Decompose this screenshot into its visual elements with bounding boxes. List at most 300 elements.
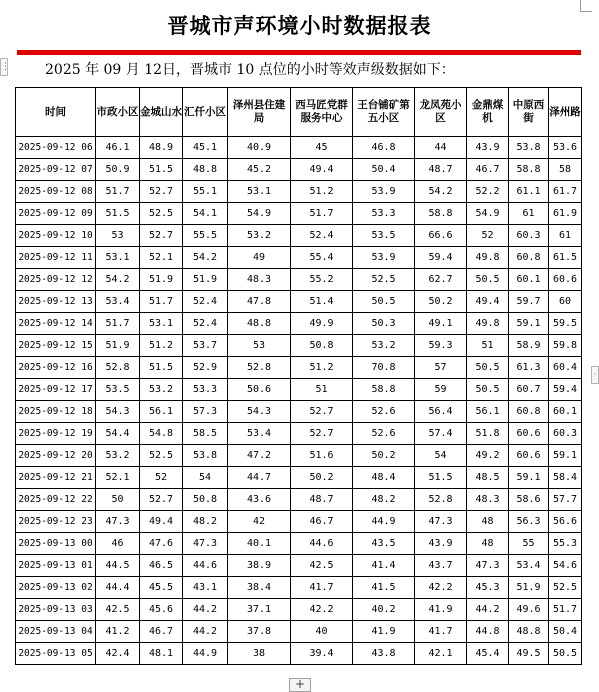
zezhou-zhujian-cell: 44.7 <box>228 467 291 489</box>
zezhou-zhujian-cell: 37.1 <box>228 599 291 621</box>
wangtaipu-cell: 41.4 <box>353 555 415 577</box>
wangtaipu-cell: 53.5 <box>353 225 415 247</box>
time-cell: 2025-09-13 01 <box>16 555 96 577</box>
zhongyuanxijie-cell: 48.8 <box>509 621 549 643</box>
shizheng-cell: 47.3 <box>96 511 140 533</box>
jindingmeiji-cell: 44.8 <box>467 621 509 643</box>
zezhoulu-cell: 50.5 <box>549 643 582 665</box>
longfengyuan-cell: 48.7 <box>415 159 467 181</box>
table-row <box>16 335 582 357</box>
zhongyuanxijie-cell: 51.9 <box>509 577 549 599</box>
huiqian-cell: 48.2 <box>183 511 228 533</box>
huiqian-cell: 44.6 <box>183 555 228 577</box>
zezhoulu-cell: 50.4 <box>549 621 582 643</box>
jinchengshanshui-cell: 52.5 <box>140 203 183 225</box>
zezhoulu-cell: 56.6 <box>549 511 582 533</box>
wangtaipu-cell: 43.8 <box>353 643 415 665</box>
column-header-jinchengshanshui: 金城山水 <box>140 88 183 137</box>
zhongyuanxijie-cell: 58.8 <box>509 159 549 181</box>
huiqian-cell: 57.3 <box>183 401 228 423</box>
jinchengshanshui-cell: 46.5 <box>140 555 183 577</box>
zezhou-zhujian-cell: 38 <box>228 643 291 665</box>
zezhoulu-cell: 60.3 <box>549 423 582 445</box>
zhongyuanxijie-cell: 59.1 <box>509 313 549 335</box>
ximajiang-cell: 51.6 <box>291 445 353 467</box>
zhongyuanxijie-cell: 55 <box>509 533 549 555</box>
jindingmeiji-cell: 50.5 <box>467 379 509 401</box>
zezhoulu-cell: 60.6 <box>549 269 582 291</box>
shizheng-cell: 41.2 <box>96 621 140 643</box>
wangtaipu-cell: 41.5 <box>353 577 415 599</box>
column-header-longfengyuan: 龙凤苑小区 <box>415 88 467 137</box>
zezhoulu-cell: 60.4 <box>549 357 582 379</box>
ximajiang-cell: 50.2 <box>291 467 353 489</box>
zezhou-zhujian-cell: 50.6 <box>228 379 291 401</box>
column-header-wangtaipu: 王台铺矿第五小区 <box>353 88 415 137</box>
zezhou-zhujian-cell: 53.1 <box>228 181 291 203</box>
zhongyuanxijie-cell: 60.6 <box>509 445 549 467</box>
red-divider <box>17 50 581 55</box>
zezhoulu-cell: 61.7 <box>549 181 582 203</box>
ximajiang-cell: 51.4 <box>291 291 353 313</box>
jindingmeiji-cell: 52.2 <box>467 181 509 203</box>
zezhou-zhujian-cell: 53 <box>228 335 291 357</box>
wangtaipu-cell: 43.5 <box>353 533 415 555</box>
zezhoulu-cell: 53.6 <box>549 137 582 159</box>
zhongyuanxijie-cell: 58.9 <box>509 335 549 357</box>
shizheng-cell: 54.3 <box>96 401 140 423</box>
time-cell: 2025-09-12 10 <box>16 225 96 247</box>
intro-text: 2025 年 09 月 12日，晋城市 10 点位的小时等效声级数据如下： <box>45 62 455 78</box>
huiqian-cell: 53.8 <box>183 445 228 467</box>
time-cell: 2025-09-12 22 <box>16 489 96 511</box>
table-row <box>16 225 582 247</box>
jinchengshanshui-cell: 49.4 <box>140 511 183 533</box>
jindingmeiji-cell: 43.9 <box>467 137 509 159</box>
shizheng-cell: 53.1 <box>96 247 140 269</box>
ximajiang-cell: 42.5 <box>291 555 353 577</box>
time-cell: 2025-09-12 09 <box>16 203 96 225</box>
time-cell: 2025-09-12 11 <box>16 247 96 269</box>
huiqian-cell: 50.8 <box>183 489 228 511</box>
shizheng-cell: 44.4 <box>96 577 140 599</box>
longfengyuan-cell: 54.2 <box>415 181 467 203</box>
longfengyuan-cell: 47.3 <box>415 511 467 533</box>
jinchengshanshui-cell: 52.7 <box>140 181 183 203</box>
jindingmeiji-cell: 48 <box>467 511 509 533</box>
zhongyuanxijie-cell: 60.8 <box>509 401 549 423</box>
zhongyuanxijie-cell: 61 <box>509 203 549 225</box>
zhongyuanxijie-cell: 49.5 <box>509 643 549 665</box>
table-row <box>16 489 582 511</box>
table-row <box>16 555 582 577</box>
huiqian-cell: 44.9 <box>183 643 228 665</box>
zezhoulu-cell: 59.1 <box>549 445 582 467</box>
huiqian-cell: 53.3 <box>183 379 228 401</box>
ximajiang-cell: 51 <box>291 379 353 401</box>
ximajiang-cell: 42.2 <box>291 599 353 621</box>
jinchengshanshui-cell: 52.7 <box>140 489 183 511</box>
huiqian-cell: 44.2 <box>183 599 228 621</box>
zhongyuanxijie-cell: 49.6 <box>509 599 549 621</box>
huiqian-cell: 53.7 <box>183 335 228 357</box>
time-cell: 2025-09-12 14 <box>16 313 96 335</box>
zezhoulu-cell: 52.5 <box>549 577 582 599</box>
jindingmeiji-cell: 48.3 <box>467 489 509 511</box>
noise-data-table <box>15 87 582 665</box>
zezhoulu-cell: 61 <box>549 225 582 247</box>
jinchengshanshui-cell: 48.1 <box>140 643 183 665</box>
zezhou-zhujian-cell: 49 <box>228 247 291 269</box>
time-cell: 2025-09-12 21 <box>16 467 96 489</box>
zezhou-zhujian-cell: 48.3 <box>228 269 291 291</box>
zhongyuanxijie-cell: 56.3 <box>509 511 549 533</box>
huiqian-cell: 52.9 <box>183 357 228 379</box>
shizheng-cell: 46 <box>96 533 140 555</box>
page-title: 晋城市声环境小时数据报表 <box>167 14 432 38</box>
jinchengshanshui-cell: 51.7 <box>140 291 183 313</box>
zezhoulu-cell: 59.5 <box>549 313 582 335</box>
ximajiang-cell: 48.7 <box>291 489 353 511</box>
column-header-shizheng: 市政小区 <box>96 88 140 137</box>
shizheng-cell: 54.2 <box>96 269 140 291</box>
shizheng-cell: 46.1 <box>96 137 140 159</box>
shizheng-cell: 53.5 <box>96 379 140 401</box>
jindingmeiji-cell: 46.7 <box>467 159 509 181</box>
zhongyuanxijie-cell: 60.8 <box>509 247 549 269</box>
table-row <box>16 533 582 555</box>
longfengyuan-cell: 43.7 <box>415 555 467 577</box>
time-cell: 2025-09-12 15 <box>16 335 96 357</box>
zezhoulu-cell: 59.8 <box>549 335 582 357</box>
huiqian-cell: 54.2 <box>183 247 228 269</box>
wangtaipu-cell: 53.2 <box>353 335 415 357</box>
wangtaipu-cell: 50.2 <box>353 445 415 467</box>
longfengyuan-cell: 49.1 <box>415 313 467 335</box>
huiqian-cell: 58.5 <box>183 423 228 445</box>
time-cell: 2025-09-13 03 <box>16 599 96 621</box>
table-body <box>16 137 582 665</box>
huiqian-cell: 51.9 <box>183 269 228 291</box>
zezhou-zhujian-cell: 38.9 <box>228 555 291 577</box>
table-row <box>16 577 582 599</box>
huiqian-cell: 52.4 <box>183 313 228 335</box>
column-header-ximajiang: 西马匠党群服务中心 <box>291 88 353 137</box>
jinchengshanshui-cell: 56.1 <box>140 401 183 423</box>
jindingmeiji-cell: 45.4 <box>467 643 509 665</box>
longfengyuan-cell: 57 <box>415 357 467 379</box>
zhongyuanxijie-cell: 60.6 <box>509 423 549 445</box>
zezhou-zhujian-cell: 48.8 <box>228 313 291 335</box>
table-row <box>16 269 582 291</box>
shizheng-cell: 53.2 <box>96 445 140 467</box>
zhongyuanxijie-cell: 60.1 <box>509 269 549 291</box>
zezhoulu-cell: 51.7 <box>549 599 582 621</box>
column-header-zhongyuanxijie: 中原西街 <box>509 88 549 137</box>
ximajiang-cell: 50.8 <box>291 335 353 357</box>
column-header-zezhou-zhujian: 泽州县住建局 <box>228 88 291 137</box>
huiqian-cell: 44.2 <box>183 621 228 643</box>
table-header-row <box>16 88 582 137</box>
longfengyuan-cell: 57.4 <box>415 423 467 445</box>
table-row <box>16 445 582 467</box>
jindingmeiji-cell: 47.3 <box>467 555 509 577</box>
right-margin-handle[interactable]: · <box>591 366 599 384</box>
zezhou-zhujian-cell: 52.8 <box>228 357 291 379</box>
jinchengshanshui-cell: 48.9 <box>140 137 183 159</box>
table-row <box>16 291 582 313</box>
shizheng-cell: 51.7 <box>96 313 140 335</box>
wangtaipu-cell: 48.4 <box>353 467 415 489</box>
longfengyuan-cell: 41.9 <box>415 599 467 621</box>
jindingmeiji-cell: 51.8 <box>467 423 509 445</box>
zezhou-zhujian-cell: 45.2 <box>228 159 291 181</box>
zezhou-zhujian-cell: 54.3 <box>228 401 291 423</box>
table-row <box>16 379 582 401</box>
longfengyuan-cell: 41.7 <box>415 621 467 643</box>
longfengyuan-cell: 66.6 <box>415 225 467 247</box>
time-cell: 2025-09-13 04 <box>16 621 96 643</box>
ximajiang-cell: 41.7 <box>291 577 353 599</box>
ximajiang-cell: 52.7 <box>291 423 353 445</box>
zezhoulu-cell: 61.9 <box>549 203 582 225</box>
zezhoulu-cell: 54.6 <box>549 555 582 577</box>
longfengyuan-cell: 59.3 <box>415 335 467 357</box>
ximajiang-cell: 55.2 <box>291 269 353 291</box>
zezhou-zhujian-cell: 37.8 <box>228 621 291 643</box>
time-cell: 2025-09-12 07 <box>16 159 96 181</box>
jindingmeiji-cell: 50.5 <box>467 269 509 291</box>
wangtaipu-cell: 52.6 <box>353 423 415 445</box>
huiqian-cell: 43.1 <box>183 577 228 599</box>
zezhou-zhujian-cell: 54.9 <box>228 203 291 225</box>
jinchengshanshui-cell: 53.2 <box>140 379 183 401</box>
time-cell: 2025-09-12 08 <box>16 181 96 203</box>
zhongyuanxijie-cell: 53.4 <box>509 555 549 577</box>
time-cell: 2025-09-13 00 <box>16 533 96 555</box>
jinchengshanshui-cell: 51.2 <box>140 335 183 357</box>
table-row <box>16 401 582 423</box>
zezhou-zhujian-cell: 47.8 <box>228 291 291 313</box>
wangtaipu-cell: 53.3 <box>353 203 415 225</box>
ximajiang-cell: 52.4 <box>291 225 353 247</box>
shizheng-cell: 42.4 <box>96 643 140 665</box>
huiqian-cell: 47.3 <box>183 533 228 555</box>
jindingmeiji-cell: 50.5 <box>467 357 509 379</box>
jinchengshanshui-cell: 51.5 <box>140 159 183 181</box>
wangtaipu-cell: 50.4 <box>353 159 415 181</box>
jindingmeiji-cell: 49.8 <box>467 247 509 269</box>
jindingmeiji-cell: 48.5 <box>467 467 509 489</box>
zezhou-zhujian-cell: 38.4 <box>228 577 291 599</box>
longfengyuan-cell: 54 <box>415 445 467 467</box>
time-cell: 2025-09-12 12 <box>16 269 96 291</box>
zezhou-zhujian-cell: 43.6 <box>228 489 291 511</box>
jinchengshanshui-cell: 47.6 <box>140 533 183 555</box>
ximajiang-cell: 40 <box>291 621 353 643</box>
time-cell: 2025-09-12 18 <box>16 401 96 423</box>
time-cell: 2025-09-12 20 <box>16 445 96 467</box>
huiqian-cell: 54.1 <box>183 203 228 225</box>
zhongyuanxijie-cell: 58.6 <box>509 489 549 511</box>
wangtaipu-cell: 41.9 <box>353 621 415 643</box>
shizheng-cell: 51.7 <box>96 181 140 203</box>
shizheng-cell: 53 <box>96 225 140 247</box>
zezhoulu-cell: 55.3 <box>549 533 582 555</box>
ximajiang-cell: 39.4 <box>291 643 353 665</box>
zezhoulu-cell: 58.4 <box>549 467 582 489</box>
longfengyuan-cell: 42.2 <box>415 577 467 599</box>
ximajiang-cell: 49.4 <box>291 159 353 181</box>
wangtaipu-cell: 44.9 <box>353 511 415 533</box>
shizheng-cell: 50 <box>96 489 140 511</box>
longfengyuan-cell: 50.2 <box>415 291 467 313</box>
table-row <box>16 181 582 203</box>
huiqian-cell: 45.1 <box>183 137 228 159</box>
ximajiang-cell: 51.2 <box>291 357 353 379</box>
jindingmeiji-cell: 49.2 <box>467 445 509 467</box>
wangtaipu-cell: 52.6 <box>353 401 415 423</box>
table-row <box>16 511 582 533</box>
shizheng-cell: 53.4 <box>96 291 140 313</box>
jindingmeiji-cell: 51 <box>467 335 509 357</box>
jinchengshanshui-cell: 46.7 <box>140 621 183 643</box>
zhongyuanxijie-cell: 59.1 <box>509 467 549 489</box>
longfengyuan-cell: 43.9 <box>415 533 467 555</box>
jinchengshanshui-cell: 52.1 <box>140 247 183 269</box>
longfengyuan-cell: 59 <box>415 379 467 401</box>
ximajiang-cell: 49.9 <box>291 313 353 335</box>
table-row <box>16 159 582 181</box>
shizheng-cell: 51.9 <box>96 335 140 357</box>
zhongyuanxijie-cell: 53.8 <box>509 137 549 159</box>
time-cell: 2025-09-12 16 <box>16 357 96 379</box>
ximajiang-cell: 44.6 <box>291 533 353 555</box>
time-cell: 2025-09-13 05 <box>16 643 96 665</box>
zezhoulu-cell: 58 <box>549 159 582 181</box>
jinchengshanshui-cell: 53.1 <box>140 313 183 335</box>
jinchengshanshui-cell: 52.5 <box>140 445 183 467</box>
wangtaipu-cell: 53.9 <box>353 247 415 269</box>
zezhoulu-cell: 60 <box>549 291 582 313</box>
time-cell: 2025-09-12 13 <box>16 291 96 313</box>
huiqian-cell: 54 <box>183 467 228 489</box>
jinchengshanshui-cell: 45.5 <box>140 577 183 599</box>
column-header-zezhoulu: 泽州路 <box>549 88 582 137</box>
zezhoulu-cell: 61.5 <box>549 247 582 269</box>
jinchengshanshui-cell: 52 <box>140 467 183 489</box>
wangtaipu-cell: 70.8 <box>353 357 415 379</box>
zezhou-zhujian-cell: 42 <box>228 511 291 533</box>
wangtaipu-cell: 40.2 <box>353 599 415 621</box>
huiqian-cell: 48.8 <box>183 159 228 181</box>
shizheng-cell: 54.4 <box>96 423 140 445</box>
time-cell: 2025-09-12 06 <box>16 137 96 159</box>
table-row <box>16 357 582 379</box>
time-cell: 2025-09-12 17 <box>16 379 96 401</box>
jinchengshanshui-cell: 45.6 <box>140 599 183 621</box>
column-header-time: 时间 <box>16 88 96 137</box>
table-row <box>16 467 582 489</box>
shizheng-cell: 52.1 <box>96 467 140 489</box>
wangtaipu-cell: 46.8 <box>353 137 415 159</box>
ximajiang-cell: 45 <box>291 137 353 159</box>
shizheng-cell: 52.8 <box>96 357 140 379</box>
ximajiang-cell: 46.7 <box>291 511 353 533</box>
zezhoulu-cell: 60.1 <box>549 401 582 423</box>
wangtaipu-cell: 53.9 <box>353 181 415 203</box>
longfengyuan-cell: 52.8 <box>415 489 467 511</box>
zhongyuanxijie-cell: 60.7 <box>509 379 549 401</box>
time-cell: 2025-09-12 19 <box>16 423 96 445</box>
jindingmeiji-cell: 49.4 <box>467 291 509 313</box>
jindingmeiji-cell: 52 <box>467 225 509 247</box>
ximajiang-cell: 51.7 <box>291 203 353 225</box>
huiqian-cell: 52.4 <box>183 291 228 313</box>
zezhou-zhujian-cell: 47.2 <box>228 445 291 467</box>
longfengyuan-cell: 62.7 <box>415 269 467 291</box>
ximajiang-cell: 52.7 <box>291 401 353 423</box>
jindingmeiji-cell: 44.2 <box>467 599 509 621</box>
shizheng-cell: 50.9 <box>96 159 140 181</box>
zezhou-zhujian-cell: 40.1 <box>228 533 291 555</box>
longfengyuan-cell: 59.4 <box>415 247 467 269</box>
zezhou-zhujian-cell: 53.2 <box>228 225 291 247</box>
jindingmeiji-cell: 45.3 <box>467 577 509 599</box>
table-row <box>16 621 582 643</box>
table-row <box>16 313 582 335</box>
table-row <box>16 423 582 445</box>
zezhoulu-cell: 57.7 <box>549 489 582 511</box>
zhongyuanxijie-cell: 59.7 <box>509 291 549 313</box>
add-row-button[interactable]: + <box>289 678 311 692</box>
jinchengshanshui-cell: 51.9 <box>140 269 183 291</box>
shizheng-cell: 44.5 <box>96 555 140 577</box>
zezhoulu-cell: 59.4 <box>549 379 582 401</box>
zhongyuanxijie-cell: 61.1 <box>509 181 549 203</box>
table-row <box>16 643 582 665</box>
huiqian-cell: 55.1 <box>183 181 228 203</box>
jinchengshanshui-cell: 54.8 <box>140 423 183 445</box>
jindingmeiji-cell: 56.1 <box>467 401 509 423</box>
longfengyuan-cell: 42.1 <box>415 643 467 665</box>
shizheng-cell: 51.5 <box>96 203 140 225</box>
table-row <box>16 137 582 159</box>
longfengyuan-cell: 56.4 <box>415 401 467 423</box>
wangtaipu-cell: 50.5 <box>353 291 415 313</box>
zezhou-zhujian-cell: 53.4 <box>228 423 291 445</box>
time-cell: 2025-09-12 23 <box>16 511 96 533</box>
jinchengshanshui-cell: 52.7 <box>140 225 183 247</box>
zezhou-zhujian-cell: 40.9 <box>228 137 291 159</box>
wangtaipu-cell: 50.3 <box>353 313 415 335</box>
wangtaipu-cell: 58.8 <box>353 379 415 401</box>
jinchengshanshui-cell: 51.5 <box>140 357 183 379</box>
shizheng-cell: 42.5 <box>96 599 140 621</box>
zhongyuanxijie-cell: 60.3 <box>509 225 549 247</box>
zhongyuanxijie-cell: 61.3 <box>509 357 549 379</box>
time-cell: 2025-09-13 02 <box>16 577 96 599</box>
column-header-jindingmeiji: 金鼎煤机 <box>467 88 509 137</box>
huiqian-cell: 55.5 <box>183 225 228 247</box>
jindingmeiji-cell: 49.8 <box>467 313 509 335</box>
table-row <box>16 247 582 269</box>
wangtaipu-cell: 48.2 <box>353 489 415 511</box>
longfengyuan-cell: 58.8 <box>415 203 467 225</box>
left-margin-handle[interactable]: ⋮ <box>0 58 8 76</box>
jindingmeiji-cell: 48 <box>467 533 509 555</box>
longfengyuan-cell: 51.5 <box>415 467 467 489</box>
